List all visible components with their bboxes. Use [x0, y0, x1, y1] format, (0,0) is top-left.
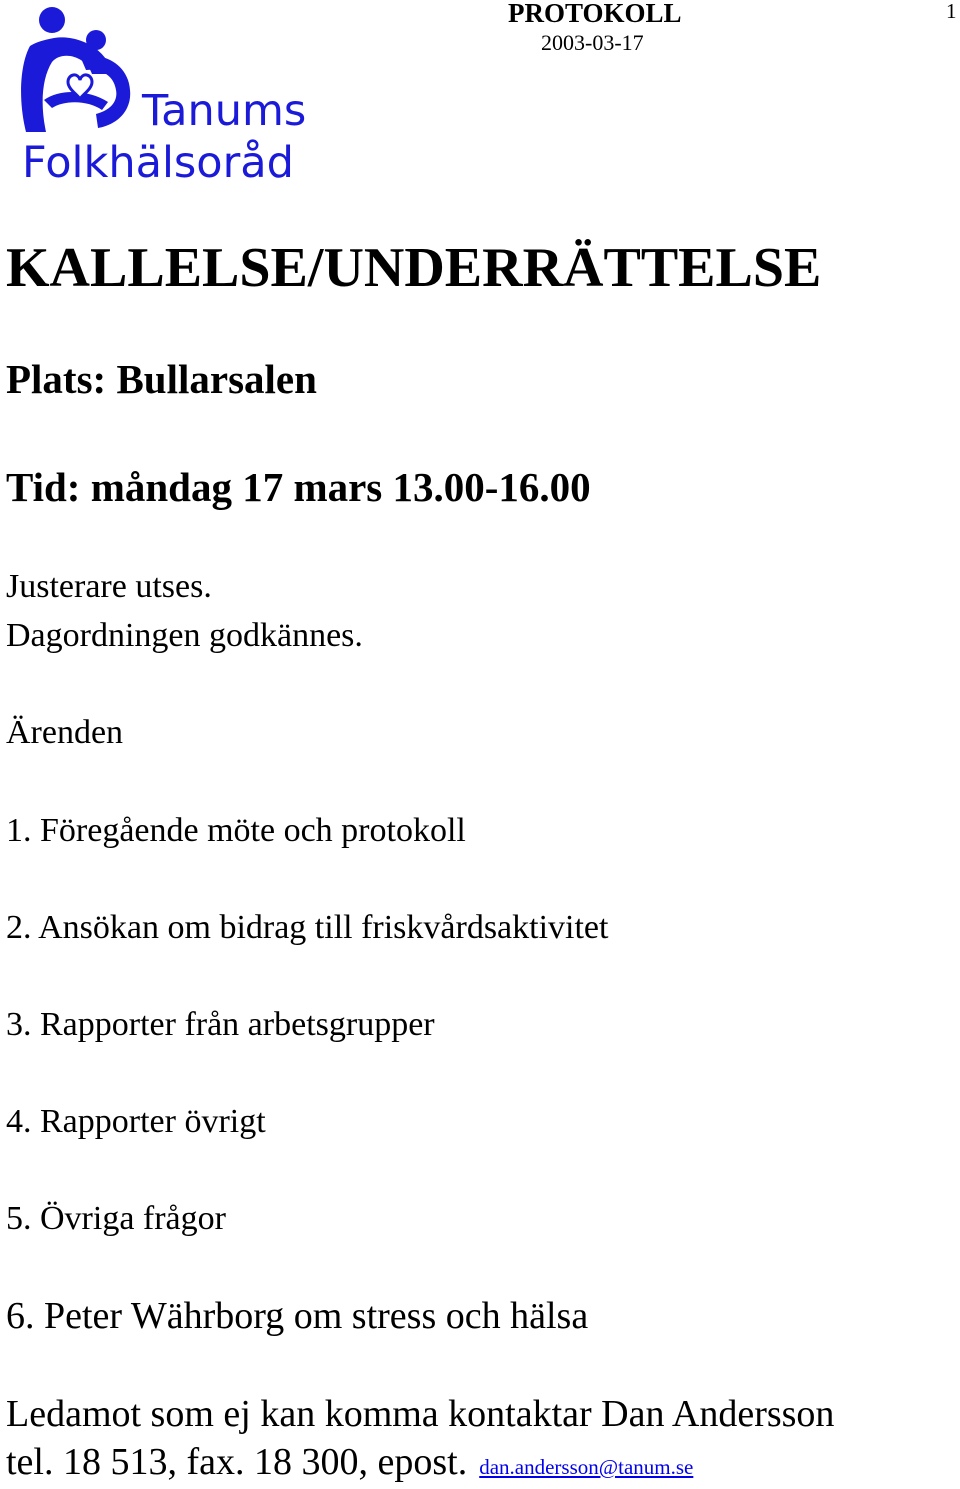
meeting-place: Plats: Bullarsalen — [6, 356, 317, 402]
page-number: 1 — [946, 0, 957, 23]
agenda-item: 2. Ansökan om bidrag till friskvårdsaktivitet — [6, 909, 609, 946]
agenda-item: 1. Föregående möte och protokoll — [6, 812, 466, 849]
agenda-item: 3. Rapporter från arbetsgrupper — [6, 1006, 435, 1043]
contact-line-2 — [6, 1440, 693, 1489]
family-heart-icon — [16, 4, 146, 134]
document-date: 2003-03-17 — [541, 30, 644, 55]
logo-text-line-2: Folkhälsoråd — [22, 138, 294, 188]
email-link[interactable]: dan.andersson@tanum.se — [479, 1455, 694, 1479]
agenda-heading: Ärenden — [6, 714, 124, 751]
organization-logo — [16, 4, 316, 190]
meeting-time: Tid: måndag 17 mars 13.00-16.00 — [6, 464, 591, 510]
document-type: PROTOKOLL — [508, 0, 682, 28]
intro-line: Justerare utses. — [6, 568, 212, 605]
logo-text-line-1: Tanums — [142, 86, 307, 136]
contact-phone-fax: tel. 18 513, fax. 18 300, epost. — [6, 1441, 468, 1483]
agenda-item: 5. Övriga frågor — [6, 1200, 226, 1237]
agenda-item: 6. Peter Währborg om stress och hälsa — [6, 1295, 589, 1337]
intro-line: Dagordningen godkännes. — [6, 617, 363, 654]
agenda-item: 4. Rapporter övrigt — [6, 1103, 266, 1140]
page-title: KALLELSE/UNDERRÄTTELSE — [6, 237, 822, 299]
contact-line: Ledamot som ej kan komma kontaktar Dan Andersson — [6, 1393, 835, 1435]
